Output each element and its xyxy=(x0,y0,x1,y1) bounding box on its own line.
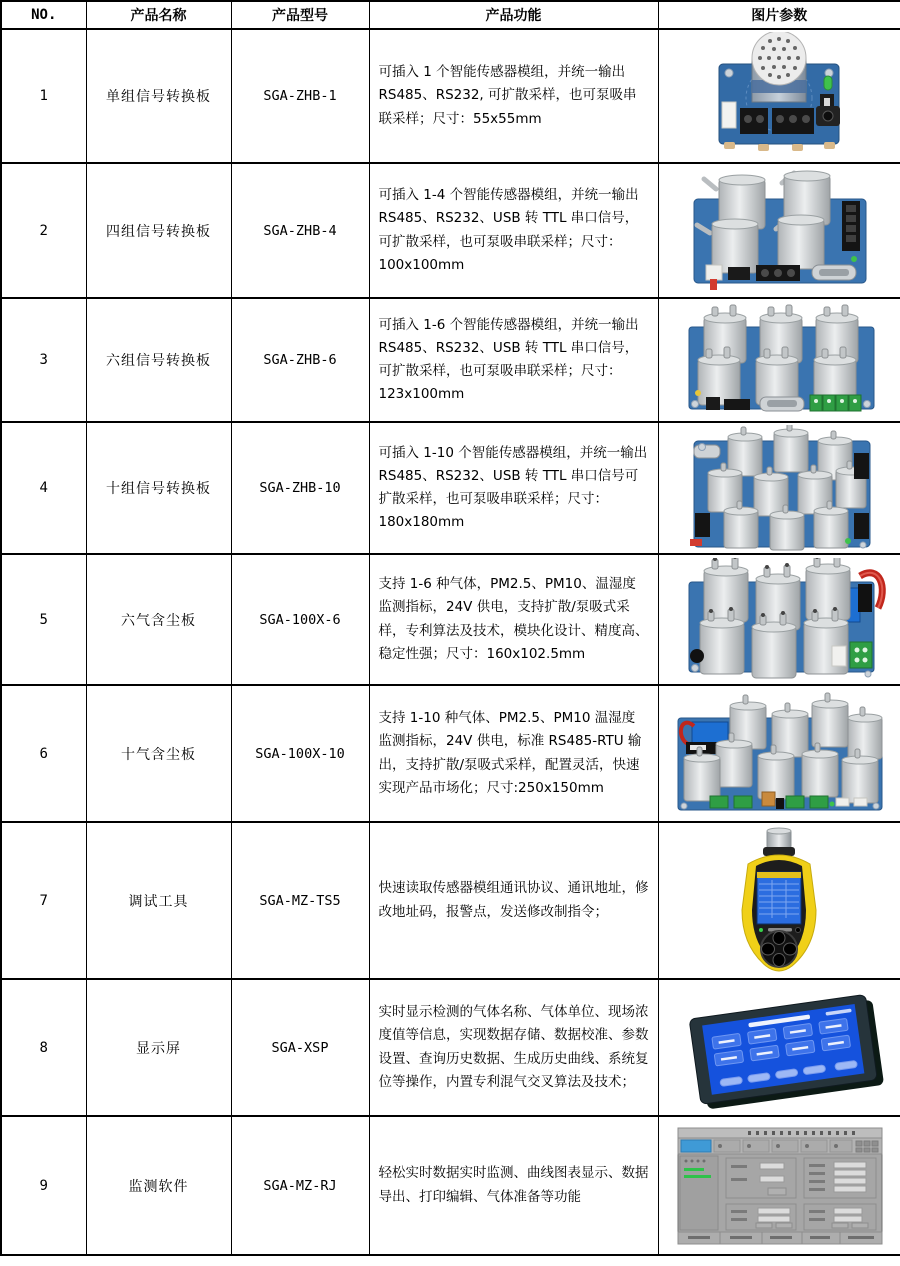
product-photo-cell xyxy=(658,685,900,822)
table-row xyxy=(1,822,900,979)
product-name: 四组信号转换板 xyxy=(86,163,231,298)
row-number: 8 xyxy=(1,979,86,1116)
six-sensor-converter-board-photo xyxy=(664,301,894,419)
product-name: 十气含尘板 xyxy=(86,685,231,822)
row-number: 3 xyxy=(1,298,86,422)
product-photo-cell xyxy=(658,1116,900,1255)
row-number: 2 xyxy=(1,163,86,298)
display-screen-photo xyxy=(664,983,894,1113)
product-function: 可插入 1 个智能传感器模组，并统一输出 RS485、RS232, 可扩散采样，也可泵吸串联采样；尺寸：55x55mm xyxy=(369,29,658,163)
monitoring-software-photo xyxy=(664,1120,894,1252)
product-photo-cell xyxy=(658,163,900,298)
row-number: 7 xyxy=(1,822,86,979)
product-function: 可插入 1-6 个智能传感器模组，并统一输出 RS485、RS232、USB 转 TTL 串口信号，可扩散采样，也可泵吸串联采样；尺寸：123x100mm xyxy=(369,298,658,422)
product-model: SGA-ZHB-1 xyxy=(231,29,369,163)
product-function: 快速读取传感器模组通讯协议、通讯地址，修改地址码，报警点，发送修改制指令； xyxy=(369,822,658,979)
row-number: 5 xyxy=(1,554,86,685)
four-sensor-converter-board-photo xyxy=(664,167,894,295)
product-model: SGA-ZHB-4 xyxy=(231,163,369,298)
row-number: 9 xyxy=(1,1116,86,1255)
product-name: 六组信号转换板 xyxy=(86,298,231,422)
row-number: 4 xyxy=(1,422,86,554)
product-function: 可插入 1-10 个智能传感器模组，并统一输出 RS485、RS232、USB 转 TTL 串口信号可扩散采样，也可泵吸串联采样；尺寸：180x180mm xyxy=(369,422,658,554)
product-photo-cell xyxy=(658,822,900,979)
product-function: 可插入 1-4 个智能传感器模组，并统一输出 RS485、RS232、USB 转 TTL 串口信号，可扩散采样，也可泵吸串联采样；尺寸：100x100mm xyxy=(369,163,658,298)
product-model: SGA-100X-6 xyxy=(231,554,369,685)
product-name: 单组信号转换板 xyxy=(86,29,231,163)
row-number: 1 xyxy=(1,29,86,163)
product-function: 支持 1-6 种气体，PM2.5、PM10、温湿度监测指标，24V 供电，支持扩散/泵吸式采样，专利算法及技术，模块化设计、精度高、稳定性强；尺寸：160x102.5mm xyxy=(369,554,658,685)
header-no: NO. xyxy=(1,1,86,29)
table-row xyxy=(1,422,900,554)
single-sensor-converter-board-photo xyxy=(664,32,894,160)
product-function: 实时显示检测的气体名称、气体单位、现场浓度值等信息，实现数据存储、数据校准、参数设置、查询历史数据、生成历史曲线、系统复位等操作，内置专利混气交叉算法及技术； xyxy=(369,979,658,1116)
product-photo-cell xyxy=(658,29,900,163)
product-model: SGA-MZ-RJ xyxy=(231,1116,369,1255)
table-row xyxy=(1,298,900,422)
product-name: 调试工具 xyxy=(86,822,231,979)
product-photo-cell xyxy=(658,422,900,554)
handheld-debug-tool-photo xyxy=(664,826,894,976)
product-photo-cell xyxy=(658,979,900,1116)
ten-gas-dust-board-photo xyxy=(664,690,894,818)
product-photo-cell xyxy=(658,554,900,685)
table-row xyxy=(1,163,900,298)
header-product-function: 产品功能 xyxy=(369,1,658,29)
table-row xyxy=(1,554,900,685)
table-row xyxy=(1,1116,900,1255)
product-name: 六气含尘板 xyxy=(86,554,231,685)
product-model: SGA-MZ-TS5 xyxy=(231,822,369,979)
product-name: 十组信号转换板 xyxy=(86,422,231,554)
product-photo-cell xyxy=(658,298,900,422)
header-product-model: 产品型号 xyxy=(231,1,369,29)
product-model: SGA-XSP xyxy=(231,979,369,1116)
product-function: 轻松实时数据实时监测、曲线图表显示、数据导出、打印编辑、气体准备等功能 xyxy=(369,1116,658,1255)
product-name: 监测软件 xyxy=(86,1116,231,1255)
table-row xyxy=(1,685,900,822)
product-model: SGA-100X-10 xyxy=(231,685,369,822)
row-number: 6 xyxy=(1,685,86,822)
header-row xyxy=(1,1,900,29)
product-model: SGA-ZHB-6 xyxy=(231,298,369,422)
table-row xyxy=(1,29,900,163)
header-picture-params: 图片参数 xyxy=(658,1,900,29)
six-gas-dust-board-photo xyxy=(664,558,894,682)
product-model: SGA-ZHB-10 xyxy=(231,422,369,554)
product-name: 显示屏 xyxy=(86,979,231,1116)
ten-sensor-converter-board-photo xyxy=(664,425,894,551)
table-row xyxy=(1,979,900,1116)
header-product-name: 产品名称 xyxy=(86,1,231,29)
product-function: 支持 1-10 种气体、PM2.5、PM10 温湿度监测指标，24V 供电，标准 RS485-RTU 输出，支持扩散/泵吸式采样，配置灵活，快速实现产品市场化；尺寸:250x150mm xyxy=(369,685,658,822)
